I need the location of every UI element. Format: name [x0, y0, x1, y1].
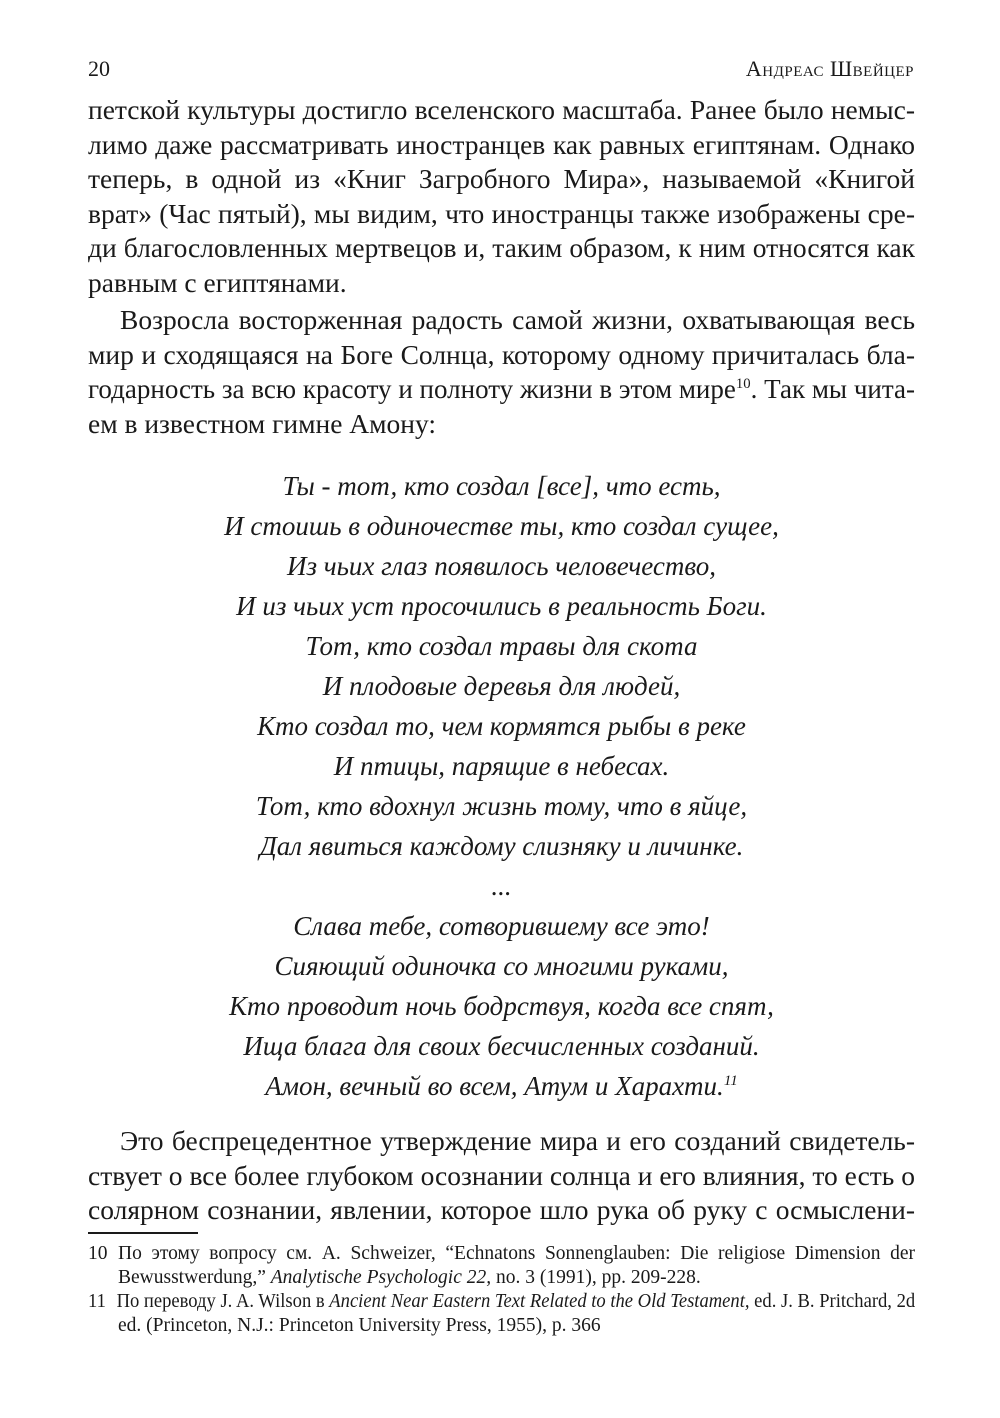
poem-line: Тот, кто вдохнул жизнь тому, что в яйце,: [255, 791, 748, 821]
poem-line: Кто проводит ночь бодрствуя, когда все спят,: [229, 991, 774, 1021]
footnote-10-cont: [88, 1266, 915, 1290]
text-segment: По этому вопросу см. A. Schweizer, “Echnatons Sonnenglauben: Die religiose Dimension der: [118, 1243, 915, 1264]
hymn-quote: [88, 466, 915, 1106]
text-segment: Analytische Psychologic 22,: [270, 1267, 492, 1288]
footnotes: [88, 1242, 915, 1338]
text-line: ем в известном гимне Амону:: [88, 407, 437, 439]
poem-line: И птицы, парящие в небесах.: [333, 751, 670, 781]
text-segment: Bewusstwerdung,”: [118, 1267, 271, 1288]
footnote-number: 11: [88, 1291, 106, 1312]
text-line: теперь, в одной из «Книг Загробного Мира», называемой «Книгой: [88, 163, 915, 194]
poem-line: Сияющий одиночка со многими руками,: [274, 951, 729, 981]
text-segment: ed. J. B. Pritchard, 2d: [749, 1291, 916, 1312]
poem-line: Слава тебе, сотворившему все это!: [293, 911, 710, 941]
poem-line: Дал явиться каждому слизняку и личинке.: [259, 831, 744, 861]
poem-line: Из чьих глаз появилось человечество,: [286, 551, 717, 581]
text-segment: годарность за всю красоту и полноту жизни в этом мире: [88, 373, 736, 404]
footnote-ref-11[interactable]: 11: [723, 1073, 738, 1089]
text-segment: ed. (Princeton, N.J.: Princeton University Press, 1955), p. 366: [118, 1315, 601, 1336]
footnote-11: [88, 1290, 915, 1314]
running-head: Андреас Швейцер: [745, 56, 914, 81]
text-line: [88, 372, 915, 407]
text-segment: По переводу J. A. Wilson в: [116, 1291, 330, 1312]
poem-line: И плодовые деревья для людей,: [322, 671, 681, 701]
text-line: Это беспрецедентное утверждение мира и его созданий свидетель-: [120, 1125, 915, 1156]
poem-ellipsis: ...: [491, 871, 512, 901]
text-segment: Амон, вечный во всем, Атум и Харахти.: [265, 1071, 724, 1101]
footnote-divider: [88, 1232, 198, 1234]
text-line: ствует о все более глубоком осознании солнца и его влияния, то есть о: [88, 1159, 915, 1191]
text-segment: no. 3 (1991), pp. 209-228.: [491, 1267, 701, 1288]
poem-line: Тот, кто создал травы для скота: [305, 631, 698, 661]
text-line: солярном сознании, явлении, которое шло рука об руку с осмыслени-: [88, 1194, 915, 1225]
poem-line: [88, 1066, 915, 1106]
text-line: врат» (Час пятый), мы видим, что иностранцы также изображены сре-: [88, 197, 915, 229]
poem-line: И из чьих уст просочились в реальность Боги.: [236, 591, 767, 621]
text-line: ди благословленных мертвецов и, таким образом, к ним относятся как: [88, 232, 915, 263]
paragraph-1: [88, 93, 915, 300]
text-line: Возросла восторженная радость самой жизни, охватывающая весь: [120, 304, 915, 335]
poem-line: Ища блага для своих бесчисленных созданий.: [243, 1031, 760, 1061]
footnote-number: 10: [88, 1243, 108, 1264]
page-number: 20: [88, 56, 110, 81]
text-line: лимо даже рассматривать иностранцев как равных египтянам. Однако: [88, 128, 915, 160]
text-line: мир и сходящаяся на Боге Солнца, которому одному причиталась бла-: [88, 338, 915, 370]
paragraph-3: [88, 1124, 915, 1228]
text-segment: . Так мы чита-: [750, 373, 915, 404]
poem-line: И стоишь в одиночестве ты, кто создал сущее,: [224, 511, 779, 541]
poem-line: Кто создал то, чем кормятся рыбы в реке: [257, 711, 746, 741]
text-segment: Ancient Near Eastern Text Related to the Old Testament,: [329, 1291, 750, 1312]
poem-line: Ты - тот, кто создал [все], что есть,: [282, 471, 721, 501]
footnote-ref-10[interactable]: 10: [735, 375, 751, 392]
paragraph-2: [88, 303, 915, 441]
footnote-10: [88, 1242, 915, 1266]
text-line: петской культуры достигло вселенского масштаба. Ранее было немыс-: [88, 94, 915, 125]
footnote-11-cont: [88, 1314, 915, 1338]
text-line: равным с египтянами.: [88, 266, 347, 298]
